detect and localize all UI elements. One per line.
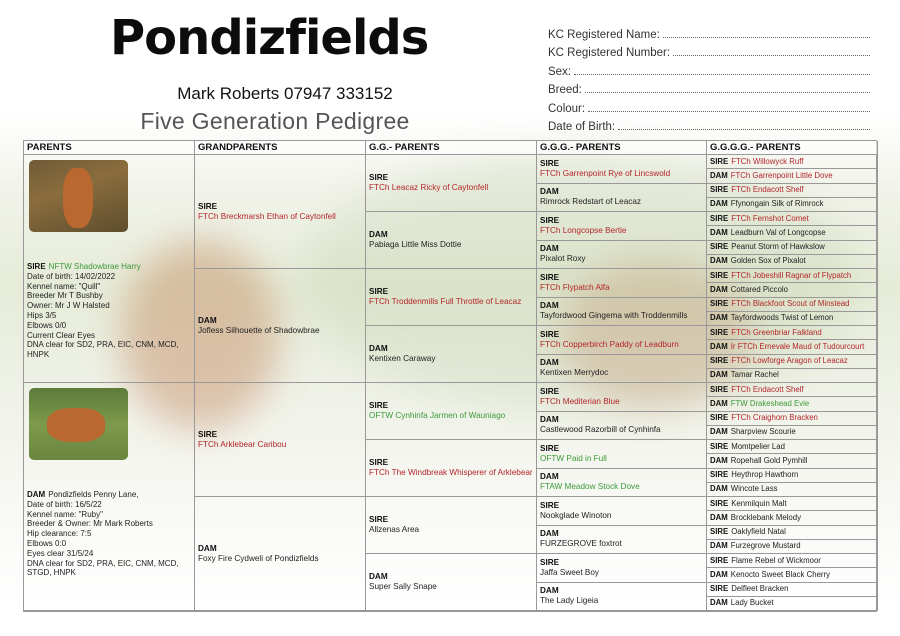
pedigree-entry bbox=[707, 469, 878, 483]
role-label: SIRE bbox=[540, 557, 560, 567]
role-label: DAM bbox=[369, 230, 388, 239]
brand-logo: Pondizfields bbox=[110, 10, 429, 66]
role-label: SIRE bbox=[710, 470, 729, 480]
role-label: DAM bbox=[198, 315, 217, 325]
column-header-label: G.G.G.G.- PARENTS bbox=[710, 142, 801, 153]
role-label: SIRE bbox=[710, 413, 729, 423]
pedigree-entry bbox=[707, 212, 878, 226]
dog-name: Delfleet Bracken bbox=[731, 584, 789, 594]
dog-name: Super Sally Snape bbox=[369, 582, 437, 591]
registration-entry-line[interactable] bbox=[574, 74, 870, 75]
role-label: DAM bbox=[710, 284, 728, 294]
role-label: DAM bbox=[710, 170, 728, 180]
dog-icon bbox=[47, 408, 105, 442]
pedigree-entry bbox=[366, 554, 537, 611]
registration-entry-line[interactable] bbox=[663, 37, 870, 38]
registration-row bbox=[548, 41, 870, 60]
role-label: DAM bbox=[540, 586, 559, 596]
pedigree-entry bbox=[195, 383, 366, 497]
pedigree-entry bbox=[537, 241, 707, 270]
registration-entry-line[interactable] bbox=[618, 129, 870, 130]
registration-label: Colour: bbox=[548, 102, 586, 115]
dog-name: Lady Bucket bbox=[730, 598, 774, 608]
parent-detail: Elbows 0:0 bbox=[27, 538, 67, 548]
pedigree-entry bbox=[707, 454, 878, 468]
dog-name: Furzegrove Mustard bbox=[730, 541, 801, 551]
role-label: DAM bbox=[540, 358, 559, 368]
dog-name: FTCh Lowforge Aragon of Leacaz bbox=[731, 356, 848, 366]
dog-name: FTCh Flypatch Alfa bbox=[540, 282, 610, 292]
pedigree-entry bbox=[707, 412, 878, 426]
pedigree-entry bbox=[707, 326, 878, 340]
pedigree-entry bbox=[707, 255, 878, 269]
pedigree-entry bbox=[707, 369, 878, 383]
parent-detail: Elbows 0/0 bbox=[27, 320, 67, 330]
pedigree-entry bbox=[707, 155, 878, 169]
pedigree-entry bbox=[707, 583, 878, 597]
pedigree-entry bbox=[195, 155, 366, 269]
role-label: SIRE bbox=[710, 441, 729, 451]
role-label: DAM bbox=[710, 427, 728, 437]
dog-name: FTW Drakeshead Evie bbox=[730, 398, 810, 408]
pedigree-entry bbox=[707, 355, 878, 369]
parent-name-line bbox=[27, 490, 191, 500]
dog-name: Pabiaga Little Miss Dottie bbox=[369, 240, 462, 249]
pedigree-entry bbox=[366, 497, 537, 554]
role-label: SIRE bbox=[198, 201, 218, 211]
dog-name: Jofless Silhouette of Shadowbrae bbox=[198, 325, 320, 335]
parent-detail: Owner: Mr J W Halsted bbox=[27, 301, 110, 311]
role-label: SIRE bbox=[710, 270, 729, 280]
parent-dam bbox=[24, 383, 195, 611]
pedigree-entry bbox=[707, 526, 878, 540]
dog-name: FTCh Garrenpoint Little Dove bbox=[730, 170, 833, 180]
pedigree-entry bbox=[707, 568, 878, 582]
role-label: SIRE bbox=[540, 386, 560, 396]
dog-name: FTCh Leacaz Ricky of Caytonfell bbox=[369, 183, 489, 192]
column-header-label: PARENTS bbox=[27, 142, 72, 153]
column-header bbox=[24, 141, 195, 155]
role-label: SIRE bbox=[710, 185, 729, 195]
pedigree-entry bbox=[707, 340, 878, 354]
role-label: SIRE bbox=[369, 401, 389, 410]
parent-detail: Breeder & Owner: Mr Mark Roberts bbox=[27, 519, 153, 529]
role-label: DAM bbox=[710, 541, 728, 551]
registration-entry-line[interactable] bbox=[585, 92, 870, 93]
role-label: SIRE bbox=[540, 500, 560, 510]
pedigree-entry bbox=[366, 212, 537, 269]
role-label: SIRE bbox=[710, 498, 729, 508]
role-label: DAM bbox=[198, 543, 217, 553]
dog-name: FTAW Meadow Stock Dove bbox=[540, 482, 640, 492]
role-label: DAM bbox=[540, 529, 559, 539]
pedigree-entry bbox=[707, 283, 878, 297]
parent-detail: Eyes clear 31/5/24 bbox=[27, 548, 94, 558]
pedigree-entry bbox=[537, 298, 707, 327]
role-label: SIRE bbox=[710, 327, 729, 337]
dog-name: Heythrop Hawthorn bbox=[731, 470, 799, 480]
parent-detail: DNA clear for SD2, PRA, EIC, CNM, MCD, bbox=[27, 340, 179, 350]
dog-name: FTCh Longcopse Bertie bbox=[540, 225, 627, 235]
dog-name: FTCh Breckmarsh Ethan of Caytonfell bbox=[198, 211, 336, 221]
role-label: DAM bbox=[710, 398, 728, 408]
dog-name: Ffynongain Silk of Rimrock bbox=[730, 199, 824, 209]
parent-detail: Breeder Mr T Bushby bbox=[27, 291, 103, 301]
pedigree-entry bbox=[537, 355, 707, 384]
role-label: DAM bbox=[710, 455, 728, 465]
role-label: DAM bbox=[710, 569, 728, 579]
role-label: DAM bbox=[710, 313, 728, 323]
parent-detail: Hips 3/5 bbox=[27, 310, 57, 320]
role-label: SIRE bbox=[710, 156, 729, 166]
role-label: DAM bbox=[540, 301, 559, 311]
dog-name: Cottared Piccolo bbox=[730, 284, 788, 294]
pedigree-entry bbox=[537, 497, 707, 526]
pedigree-entry bbox=[707, 298, 878, 312]
dog-name: Castlewood Razorbill of Cynhinfa bbox=[540, 425, 661, 435]
column-header-label: GRANDPARENTS bbox=[198, 142, 278, 153]
parent-detail: Hip clearance: 7:5 bbox=[27, 529, 92, 539]
registration-label: KC Registered Name: bbox=[548, 28, 660, 41]
pedigree-entry bbox=[707, 312, 878, 326]
pedigree-entry bbox=[707, 554, 878, 568]
pedigree-entry bbox=[366, 155, 537, 212]
role-label: SIRE bbox=[710, 555, 729, 565]
registration-row bbox=[548, 96, 870, 115]
dog-name: Kentixen Caraway bbox=[369, 354, 436, 363]
dog-name: Pondizfields Penny Lane, bbox=[48, 490, 139, 499]
role-label: SIRE bbox=[710, 213, 729, 223]
parent-detail: DNA clear for SD2, PRA, EIC, CNM, MCD, bbox=[27, 558, 179, 568]
column-header-label: G.G.- PARENTS bbox=[369, 142, 440, 153]
pedigree-entry bbox=[366, 440, 537, 497]
dog-name: FTCh Arklebear Caribou bbox=[198, 439, 287, 449]
pedigree-entry bbox=[537, 526, 707, 555]
dog-name: Wincote Lass bbox=[730, 484, 778, 494]
pedigree-entry bbox=[707, 440, 878, 454]
role-label: DAM bbox=[710, 512, 728, 522]
role-label: DAM bbox=[540, 415, 559, 425]
role-label: SIRE bbox=[710, 384, 729, 394]
role-label: DAM bbox=[369, 572, 388, 581]
dog-name: FTCh Endacott Shelf bbox=[731, 185, 804, 195]
dog-name: Momtpelier Lad bbox=[731, 441, 785, 451]
pedigree-entry bbox=[195, 269, 366, 383]
registration-fields bbox=[548, 22, 870, 133]
dog-name: Ropehall Gold Pymhill bbox=[730, 455, 808, 465]
parent-detail: Kennel name: "Ruby" bbox=[27, 509, 103, 519]
pedigree-entry bbox=[366, 269, 537, 326]
dog-name: FTCh Mediterian Blue bbox=[540, 396, 620, 406]
pedigree-entry bbox=[707, 269, 878, 283]
dog-name: Kenmilquin Malt bbox=[731, 498, 787, 508]
pedigree-entry bbox=[707, 511, 878, 525]
role-label: SIRE bbox=[540, 329, 560, 339]
role-label: DAM bbox=[710, 484, 728, 494]
page-subtitle: Five Generation Pedigree bbox=[140, 108, 410, 134]
role-label: DAM bbox=[710, 598, 728, 608]
pedigree-entry bbox=[537, 469, 707, 498]
pedigree-entry bbox=[537, 212, 707, 241]
dog-name: Foxy Fire Cydweli of Pondizfields bbox=[198, 553, 319, 563]
pedigree-entry bbox=[537, 155, 707, 184]
column-header bbox=[537, 141, 707, 155]
pedigree-entry bbox=[537, 440, 707, 469]
pedigree-entry bbox=[537, 269, 707, 298]
role-label: DAM bbox=[710, 199, 728, 209]
role-label: SIRE bbox=[540, 443, 560, 453]
pedigree-entry bbox=[707, 241, 878, 255]
dog-name: OFTW Paid in Full bbox=[540, 453, 607, 463]
dog-name: FURZEGROVE foxtrot bbox=[540, 539, 622, 549]
dog-name: Golden Sox of Pixalot bbox=[730, 256, 806, 266]
pedigree-entry bbox=[707, 597, 878, 611]
dog-name: FTCh Garrenpoint Rye of Lincswold bbox=[540, 168, 671, 178]
dog-name: FTCh Jobeshill Ragnar of Flypatch bbox=[731, 270, 852, 280]
parent-detail: Current Clear Eyes bbox=[27, 330, 96, 340]
dog-name: Kentixen Merrydoc bbox=[540, 368, 609, 378]
role-label: SIRE bbox=[369, 515, 389, 524]
role-label: DAM bbox=[27, 490, 46, 499]
role-label: SIRE bbox=[27, 262, 46, 271]
pedigree-entry bbox=[366, 326, 537, 383]
parent-detail: Date of birth: 14/02/2022 bbox=[27, 271, 116, 281]
pedigree-entry bbox=[707, 184, 878, 198]
pedigree-entry bbox=[537, 383, 707, 412]
pedigree-entry bbox=[537, 326, 707, 355]
dog-photo bbox=[29, 160, 128, 232]
role-label: SIRE bbox=[710, 299, 729, 309]
dog-name: Kenocto Sweet Black Cherry bbox=[730, 569, 831, 579]
registration-label: Sex: bbox=[548, 65, 572, 78]
pedigree-table bbox=[23, 140, 877, 612]
dog-name: FTCh Craighorn Bracken bbox=[731, 413, 818, 423]
pedigree-entry bbox=[707, 426, 878, 440]
parent-detail: STGD, HNPK bbox=[27, 568, 76, 578]
registration-row bbox=[548, 115, 870, 134]
role-label: DAM bbox=[540, 244, 559, 254]
column-header bbox=[707, 141, 878, 155]
dog-name: Tayfordwood Gingema with Troddenmills bbox=[540, 311, 688, 321]
role-label: SIRE bbox=[540, 215, 560, 225]
registration-label: Breed: bbox=[548, 84, 582, 96]
role-label: DAM bbox=[540, 187, 559, 197]
parent-name-line bbox=[27, 262, 191, 272]
registration-entry-line[interactable] bbox=[588, 111, 870, 112]
dog-name: FTCh Copperbirch Paddy of Leadburn bbox=[540, 339, 679, 349]
role-label: SIRE bbox=[540, 272, 560, 282]
dog-name: FTCh Blackfoot Scout of Minstead bbox=[731, 299, 850, 309]
pedigree-entry bbox=[707, 497, 878, 511]
dog-name: FTCh Fernshot Comet bbox=[731, 213, 809, 223]
dog-name: Rimrock Redstart of Leacaz bbox=[540, 197, 642, 207]
role-label: SIRE bbox=[198, 429, 218, 439]
pedigree-entry bbox=[707, 169, 878, 183]
pedigree-entry bbox=[707, 383, 878, 397]
dog-name: Pixalot Roxy bbox=[540, 254, 586, 264]
pedigree-entry bbox=[366, 383, 537, 440]
dog-name: Tayfordwoods Twist of Lemon bbox=[730, 313, 834, 323]
dog-name: The Lady Ligeia bbox=[540, 596, 599, 606]
dog-photo bbox=[29, 388, 128, 460]
parent-detail: Date of birth: 16/5/22 bbox=[27, 499, 102, 509]
role-label: SIRE bbox=[369, 458, 389, 467]
registration-row bbox=[548, 22, 870, 41]
dog-name: Tamar Rachel bbox=[730, 370, 779, 380]
dog-name: NFTW Shadowbrae Harry bbox=[48, 262, 141, 271]
role-label: DAM bbox=[710, 227, 728, 237]
pedigree-entry bbox=[537, 583, 707, 612]
role-label: SIRE bbox=[710, 527, 729, 537]
pedigree-entry bbox=[537, 412, 707, 441]
role-label: SIRE bbox=[710, 242, 729, 252]
parent-detail: Kennel name: "Quill" bbox=[27, 281, 101, 291]
dog-name: FTCh Willowyck Ruff bbox=[731, 156, 804, 166]
registration-row bbox=[548, 59, 870, 78]
dog-name: Ir FTCh Ernevale Maud of Tudourcourt bbox=[730, 341, 865, 351]
role-label: SIRE bbox=[369, 173, 389, 182]
role-label: DAM bbox=[710, 256, 728, 266]
role-label: SIRE bbox=[540, 158, 560, 168]
dog-name: Brocklebank Melody bbox=[730, 512, 801, 522]
dog-name: Oaklyfield Natal bbox=[731, 527, 786, 537]
dog-name: OFTW Cynhinfa Jarmen of Wauniago bbox=[369, 411, 506, 420]
registration-row bbox=[548, 78, 870, 97]
dog-name: Allzenas Area bbox=[369, 525, 420, 534]
pedigree-entry bbox=[707, 540, 878, 554]
dog-name: FTCh Endacott Shelf bbox=[731, 384, 804, 394]
role-label: DAM bbox=[710, 341, 728, 351]
column-header bbox=[195, 141, 366, 155]
column-header bbox=[366, 141, 537, 155]
dog-name: FTCh Troddenmills Full Throttle of Leacaz bbox=[369, 297, 522, 306]
pedigree-entry bbox=[707, 226, 878, 240]
column-header-label: G.G.G.- PARENTS bbox=[540, 142, 621, 153]
pedigree-entry bbox=[707, 198, 878, 212]
pedigree-entry bbox=[707, 397, 878, 411]
role-label: DAM bbox=[540, 472, 559, 482]
role-label: SIRE bbox=[369, 287, 389, 296]
role-label: SIRE bbox=[710, 584, 729, 594]
role-label: DAM bbox=[710, 370, 728, 380]
dog-name: Jaffa Sweet Boy bbox=[540, 567, 600, 577]
parent-sire bbox=[24, 155, 195, 383]
dog-icon bbox=[63, 168, 93, 228]
registration-entry-line[interactable] bbox=[673, 55, 870, 56]
dog-name: Flame Rebel of Wickmoor bbox=[731, 555, 821, 565]
role-label: DAM bbox=[369, 344, 388, 353]
pedigree-entry bbox=[707, 483, 878, 497]
parent-detail: HNPK bbox=[27, 350, 50, 360]
dog-name: Peanut Storm of Hawkslow bbox=[731, 242, 825, 252]
dog-name: Sharpview Scourie bbox=[730, 427, 796, 437]
registration-label: KC Registered Number: bbox=[548, 47, 671, 59]
pedigree-entry bbox=[195, 497, 366, 611]
role-label: SIRE bbox=[710, 356, 729, 366]
dog-name: Leadburn Val of Longcopse bbox=[730, 227, 826, 237]
dog-name: FTCh The Windbreak Whisperer of Arklebear bbox=[369, 468, 533, 477]
registration-label: Date of Birth: bbox=[548, 121, 616, 133]
pedigree-entry bbox=[537, 184, 707, 213]
pedigree-entry bbox=[537, 554, 707, 583]
contact-line: Mark Roberts 07947 333152 bbox=[177, 84, 393, 103]
dog-name: Nookglade Winoton bbox=[540, 510, 612, 520]
dog-name: FTCh Greenbriar Falkland bbox=[731, 327, 822, 337]
